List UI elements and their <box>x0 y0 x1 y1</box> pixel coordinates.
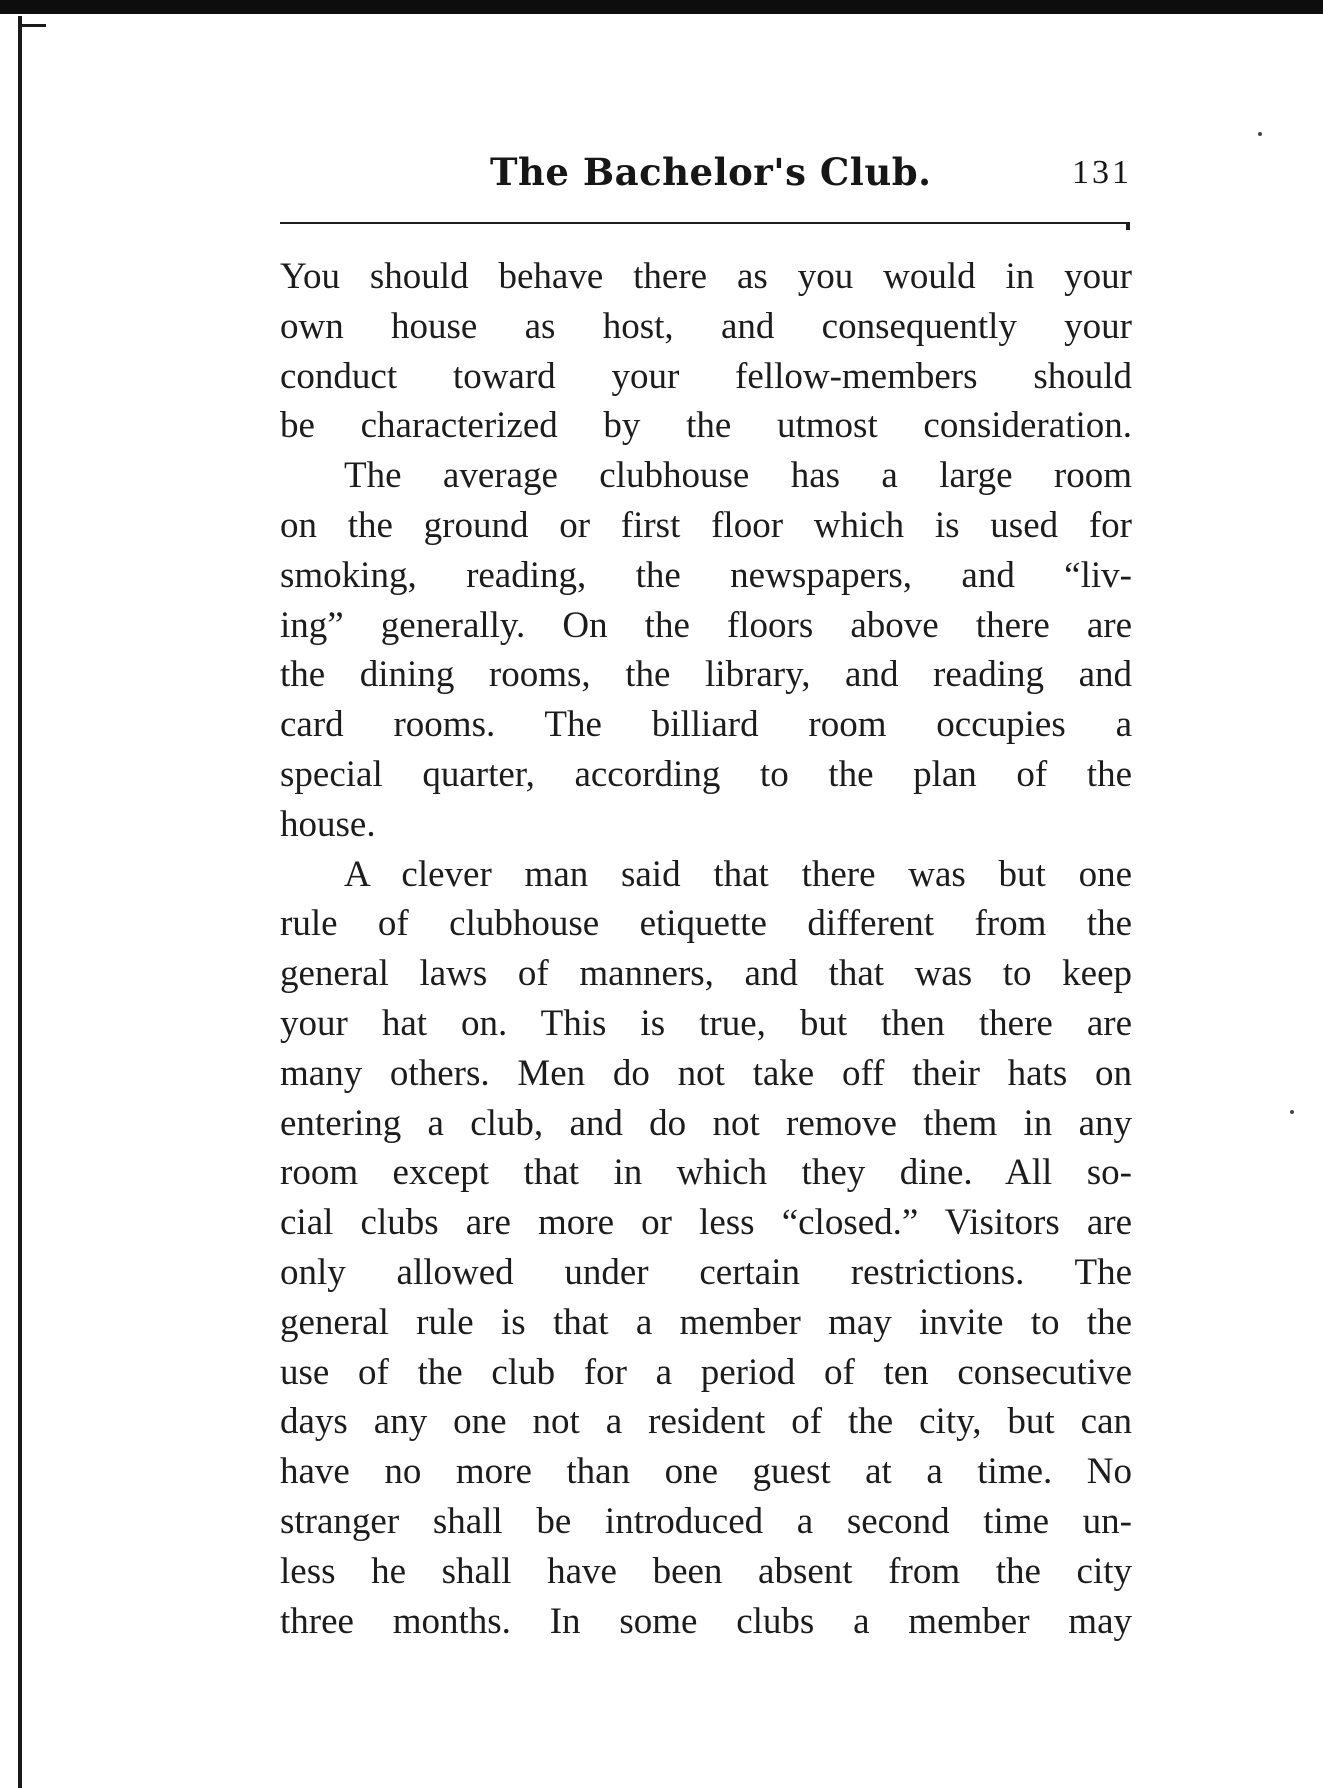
scan-speck <box>1290 1110 1294 1114</box>
text-line: smoking, reading, the newspapers, and “liv- <box>280 554 1132 596</box>
text-line: days any one not a resident of the city, but can <box>280 1401 1132 1443</box>
text-line: the dining rooms, the library, and reading and <box>280 654 1132 696</box>
text-line: three months. In some clubs a member may <box>280 1600 1132 1642</box>
text-line: general rule is that a member may invite to the <box>280 1301 1132 1343</box>
scan-left-border <box>18 16 22 1788</box>
text-line: conduct toward your fellow-members should <box>280 355 1132 397</box>
text-line: house. <box>280 803 376 845</box>
text-line: cial clubs are more or less “closed.” Visitors are <box>280 1202 1132 1244</box>
text-line: have no more than one guest at a time. No <box>280 1451 1132 1493</box>
text-line: less he shall have been absent from the city <box>280 1550 1132 1592</box>
text-line: use of the club for a period of ten consecutive <box>280 1351 1132 1393</box>
text-line: You should behave there as you would in your <box>280 256 1132 297</box>
body-text <box>280 252 1132 1646</box>
paragraph-3 <box>280 850 1132 1647</box>
text-line: A clever man said that there was but one <box>344 853 1132 895</box>
text-line: The average clubhouse has a large room <box>344 455 1132 497</box>
text-line: your hat on. This is true, but then there are <box>280 1002 1132 1044</box>
text-line: room except that in which they dine. All so- <box>280 1152 1132 1194</box>
text-line: ing” generally. On the floors above there are <box>280 604 1132 646</box>
text-line: stranger shall be introduced a second time un- <box>280 1500 1132 1542</box>
text-line: general laws of manners, and that was to keep <box>280 953 1132 995</box>
scan-top-border <box>0 0 1323 14</box>
text-line: only allowed under certain restrictions. The <box>280 1251 1132 1293</box>
scan-speck <box>1258 132 1262 136</box>
text-line: rule of clubhouse etiquette different from the <box>280 903 1132 945</box>
text-line: own house as host, and consequently your <box>280 305 1132 347</box>
running-head-title: The Bachelor's Club. <box>490 150 932 194</box>
text-line: entering a club, and do not remove them in any <box>280 1102 1132 1144</box>
text-line: on the ground or first floor which is used for <box>280 504 1132 546</box>
text-line: special quarter, according to the plan of the <box>280 753 1132 795</box>
header-rule <box>280 222 1130 224</box>
scan-corner-mark <box>18 24 46 27</box>
header-rule-end <box>1126 222 1130 230</box>
page-number: 131 <box>1072 154 1132 191</box>
paragraph-2 <box>280 451 1132 849</box>
text-line: many others. Men do not take off their hats on <box>280 1052 1132 1094</box>
text-line: card rooms. The billiard room occupies a <box>280 704 1132 746</box>
running-head <box>280 150 1132 210</box>
paragraph-1 <box>280 252 1132 451</box>
text-line: be characterized by the utmost consideration. <box>280 405 1132 447</box>
